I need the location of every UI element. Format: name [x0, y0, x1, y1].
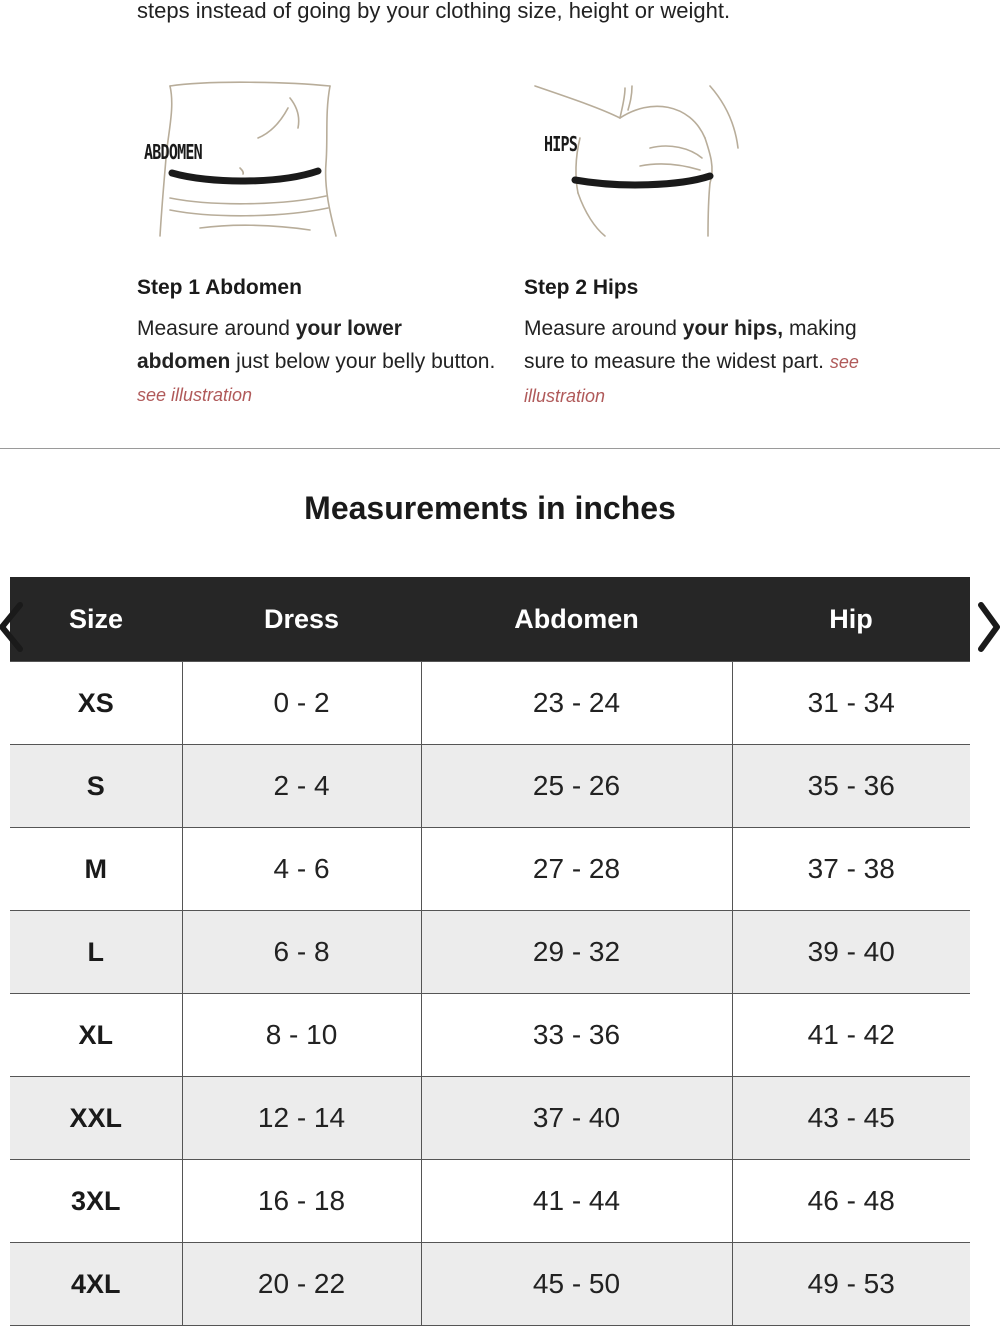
size-cell: 4XL — [10, 1243, 182, 1326]
dress-cell: 20 - 22 — [182, 1243, 421, 1326]
abdomen-illustration — [140, 78, 355, 243]
step-2-title: Step 2 Hips — [524, 276, 639, 299]
step-1-description — [137, 312, 497, 412]
step-1-see-illustration-link[interactable]: see illustration — [137, 385, 253, 405]
table-row — [10, 994, 970, 1077]
hip-cell: 46 - 48 — [732, 1160, 970, 1243]
chevron-right-icon[interactable] — [975, 597, 1000, 657]
abdomen-cell: 37 - 40 — [421, 1077, 732, 1160]
size-cell: XL — [10, 994, 182, 1077]
size-chart-table — [10, 577, 970, 1326]
hips-label: HIPS — [544, 132, 578, 156]
table-row — [10, 911, 970, 994]
dress-cell: 0 - 2 — [182, 662, 421, 745]
table-row — [10, 1160, 970, 1243]
size-cell: XS — [10, 662, 182, 745]
table-row — [10, 828, 970, 911]
dress-cell: 16 - 18 — [182, 1160, 421, 1243]
dress-cell: 2 - 4 — [182, 745, 421, 828]
step-2 — [524, 276, 884, 413]
step-2-description — [524, 312, 884, 413]
abdomen-cell: 45 - 50 — [421, 1243, 732, 1326]
section-divider — [0, 448, 1000, 449]
size-cell: 3XL — [10, 1160, 182, 1243]
intro-text: steps instead of going by your clothing size, height or weight. — [137, 0, 731, 23]
abdomen-cell: 25 - 26 — [421, 745, 732, 828]
size-cell: M — [10, 828, 182, 911]
step-2-desc-text: Measure around — [524, 317, 683, 340]
step-2-desc-text-end: making sure to measure the widest part. — [524, 317, 857, 373]
abdomen-cell: 33 - 36 — [421, 994, 732, 1077]
abdomen-cell: 41 - 44 — [421, 1160, 732, 1243]
table-row — [10, 662, 970, 745]
header-hip: Hip — [732, 577, 970, 662]
dress-cell: 12 - 14 — [182, 1077, 421, 1160]
hip-cell: 41 - 42 — [732, 994, 970, 1077]
step-1-desc-text-end: just below your belly button. — [230, 350, 496, 373]
hip-cell: 31 - 34 — [732, 662, 970, 745]
table-title: Measurements in inches — [304, 490, 676, 526]
hip-cell: 43 - 45 — [732, 1077, 970, 1160]
header-size: Size — [10, 577, 182, 662]
table-header-row — [10, 577, 970, 662]
header-abdomen: Abdomen — [421, 577, 732, 662]
table-row — [10, 745, 970, 828]
size-cell: L — [10, 911, 182, 994]
size-cell: XXL — [10, 1077, 182, 1160]
table-row — [10, 1077, 970, 1160]
abdomen-label: ABDOMEN — [144, 140, 202, 164]
dress-cell: 6 - 8 — [182, 911, 421, 994]
step-2-see-illustration-link[interactable]: see illustration — [524, 352, 859, 406]
header-dress: Dress — [182, 577, 421, 662]
hip-cell: 37 - 38 — [732, 828, 970, 911]
abdomen-cell: 29 - 32 — [421, 911, 732, 994]
chevron-left-icon[interactable] — [0, 597, 24, 657]
hip-cell: 49 - 53 — [732, 1243, 970, 1326]
table-row — [10, 1243, 970, 1326]
hip-cell: 39 - 40 — [732, 911, 970, 994]
size-cell: S — [10, 745, 182, 828]
hips-illustration — [530, 78, 745, 243]
step-2-desc-bold: your hips, — [682, 317, 784, 340]
abdomen-cell: 27 - 28 — [421, 828, 732, 911]
step-1-title: Step 1 Abdomen — [137, 276, 302, 299]
hips-figure-icon — [530, 78, 745, 243]
step-1-desc-text: Measure around — [137, 317, 296, 340]
hip-cell: 35 - 36 — [732, 745, 970, 828]
abdomen-cell: 23 - 24 — [421, 662, 732, 745]
step-1-desc-bold: your lower abdomen — [137, 317, 402, 373]
dress-cell: 8 - 10 — [182, 994, 421, 1077]
dress-cell: 4 - 6 — [182, 828, 421, 911]
step-1 — [137, 276, 497, 412]
